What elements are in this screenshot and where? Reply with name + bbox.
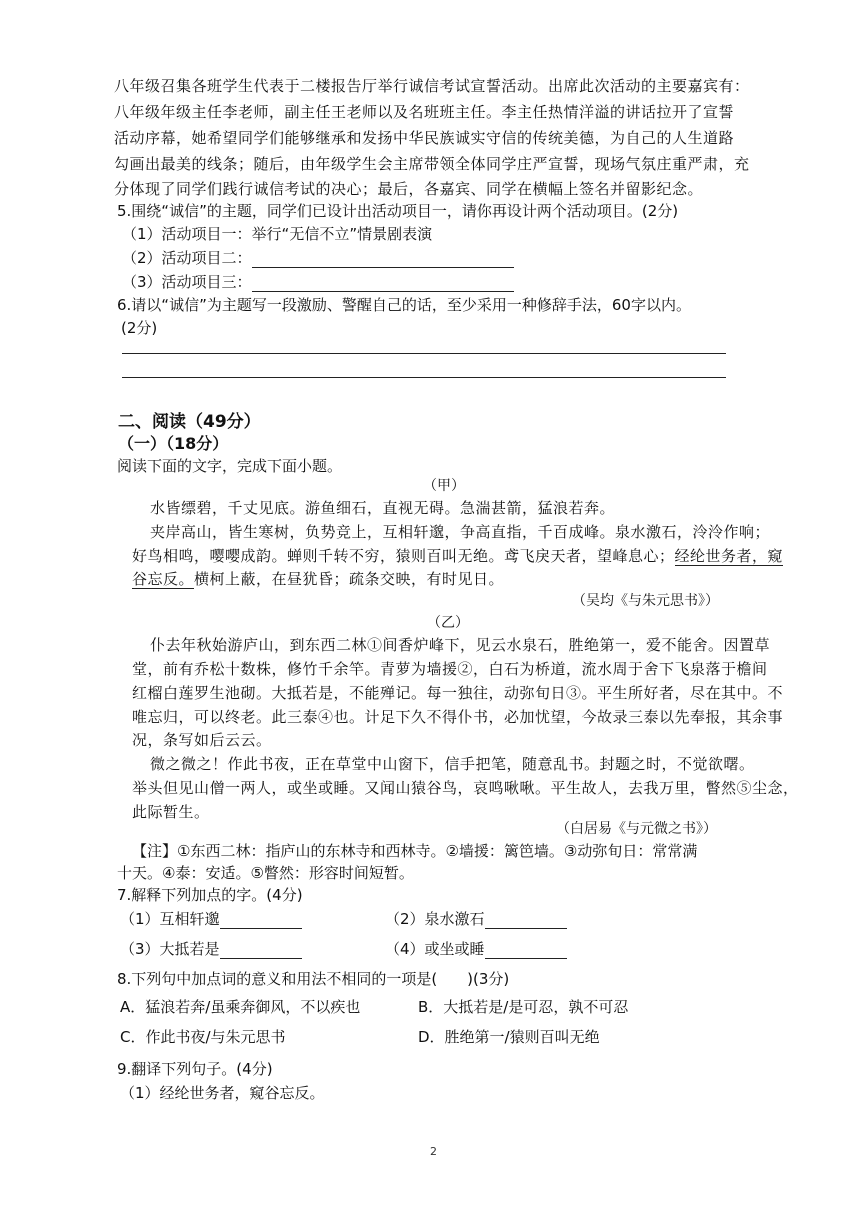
q5-stem: 5.围绕“诚信”的主题，同学们已设计出活动项目一，请你再设计两个活动项目。(2分)	[117, 202, 679, 220]
q8-option-a[interactable]: A．猛浪若奔/虽乘奔御风，不以疾也	[120, 998, 361, 1016]
yi-line-6: 微之微之！作此书夜，正在草堂中山窗下，信手把笔，随意乱书。封题之时，不觉欲曙。	[150, 755, 755, 773]
q8-option-d[interactable]: D．胜绝第一/猿则百叫无绝	[418, 1028, 600, 1046]
jia-underlined-sentence-part-1: 经纶世务者，窥	[674, 547, 784, 565]
intro-line-4: 勾画出最美的线条；随后，由年级学生会主席带领全体同学庄严宣誓，现场气氛庄重严肃，充	[114, 155, 750, 173]
q5-item-1: （1）活动项目一：举行“无信不立”情景剧表演	[122, 225, 433, 243]
q8-option-c[interactable]: C．作此书夜/与朱元思书	[120, 1028, 286, 1046]
q7-item-4	[385, 938, 567, 959]
q7-item-2	[385, 908, 567, 929]
intro-line-1: 八年级召集各班学生代表于二楼报告厅举行诚信考试宣誓活动。出席此次活动的主要嘉宾有：	[114, 77, 750, 95]
q6-answer-line-1[interactable]	[122, 353, 726, 354]
q7-item-3-blank[interactable]	[220, 944, 302, 959]
q7-stem: 7.解释下列加点的字。(4分)	[117, 886, 303, 904]
q7-item-4-blank[interactable]	[485, 944, 567, 959]
intro-line-3: 活动序幕，她希望同学们能够继承和发扬中华民族诚实守信的传统美德，为自己的人生道路	[114, 129, 735, 147]
jia-line-4	[132, 568, 504, 589]
section-2-part-1: （一）（18分）	[118, 434, 229, 453]
q5-item-3-label: （3）活动项目三：	[122, 273, 252, 291]
yi-line-4: 唯忘归，可以终老。此三泰④也。计足下久不得仆书，必加忧望，今故录三泰以先奉报，其余事	[132, 708, 784, 726]
page-number: 2	[430, 1145, 437, 1158]
q7-item-3	[120, 938, 302, 959]
yi-line-3: 红榴白莲罗生池砌。大抵若是，不能殚记。每一独往，动弥旬日③。平生所好者，尽在其中。不	[132, 684, 784, 702]
q5-item-2-answer-blank[interactable]	[252, 253, 514, 268]
yi-line-5: 况，条写如后云云。	[132, 731, 272, 749]
q5-item-3	[122, 271, 514, 292]
q5-item-2-label: （2）活动项目二：	[122, 249, 252, 267]
q7-item-3-label: （3）大抵若是	[120, 940, 220, 958]
jia-line-3	[132, 545, 783, 566]
jia-paragraph-1: 水皆缥碧，千丈见底。游鱼细石，直视无碍。急湍甚箭，猛浪若奔。	[150, 499, 616, 517]
q7-item-4-label: （4）或坐或睡	[385, 940, 485, 958]
q5-item-2	[122, 247, 514, 268]
yi-line-8: 此际暂生。	[132, 803, 210, 821]
jia-line-2: 夹岸高山，皆生寒树，负势竞上，互相轩邈，争高直指，千百成峰。泉水激石，泠泠作响；	[150, 523, 771, 541]
jia-line-3-text: 好鸟相鸣，嘤嘤成韵。蝉则千转不穷，猿则百叫无绝。鸢飞戾天者，望峰息心；	[132, 547, 675, 565]
intro-line-2: 八年级年级主任李老师，副主任王老师以及名班班主任。李主任热情洋溢的讲话拉开了宣誓	[114, 103, 735, 121]
jia-line-4-text: 横柯上蔽，在昼犹昏；疏条交映，有时见日。	[194, 570, 505, 588]
q7-item-2-blank[interactable]	[485, 914, 567, 929]
q6-answer-line-2[interactable]	[122, 377, 726, 378]
yi-line-7: 举头但见山僧一两人，或坐或睡。又闻山猿谷鸟，哀鸣啾啾。平生故人，去我万里，瞥然⑤尘念，	[132, 779, 799, 797]
annotation-line-2: 十天。④泰：安适。⑤瞥然：形容时间短暂。	[117, 864, 414, 882]
reading-instruction: 阅读下面的文字，完成下面小题。	[117, 457, 343, 475]
q5-item-3-answer-blank[interactable]	[252, 277, 514, 292]
q7-item-1-label: （1）互相轩邈	[120, 910, 220, 928]
jia-underlined-sentence-part-2: 谷忘反。	[132, 570, 195, 588]
q9-item-1: （1）经纶世务者，窥谷忘反。	[120, 1084, 325, 1102]
yi-source: （白居易《与元微之书》）	[556, 821, 717, 837]
q7-item-2-label: （2）泉水激石	[385, 910, 485, 928]
q8-stem: 8.下列句中加点词的意义和用法不相同的一项是( )(3分)	[117, 970, 510, 988]
text-yi-label: （乙）	[427, 615, 469, 631]
intro-line-5: 分体现了同学们践行诚信考试的决心；最后，各嘉宾、同学在横幅上签名并留影纪念。	[114, 180, 704, 198]
annotation-line-1: 【注】①东西二林：指庐山的东林寺和西林寺。②墙援：篱笆墙。③动弥旬日：常常满	[132, 842, 698, 860]
yi-line-1: 仆去年秋始游庐山，到东西二林①间香炉峰下，见云水泉石，胜绝第一，爱不能舍。因置草	[150, 636, 771, 654]
yi-line-2: 堂，前有乔松十数株，修竹千余竿。青萝为墙援②，白石为桥道，流水周于舍下飞泉落于檐间	[132, 660, 768, 678]
q7-item-1-blank[interactable]	[220, 914, 302, 929]
q6-stem: 6.请以“诚信”为主题写一段激励、警醒自己的话，至少采用一种修辞手法，60字以内。	[117, 296, 691, 314]
jia-source: （吴均《与朱元思书》）	[572, 593, 719, 609]
q9-stem: 9.翻译下列句子。(4分)	[117, 1060, 273, 1078]
q6-score: (2分)	[121, 319, 158, 337]
q8-option-b[interactable]: B．大抵若是/是可忍，孰不可忍	[418, 998, 629, 1016]
q7-item-1	[120, 908, 302, 929]
text-jia-label: （甲）	[423, 478, 465, 494]
section-2-title: 二、阅读（49分）	[118, 412, 261, 432]
